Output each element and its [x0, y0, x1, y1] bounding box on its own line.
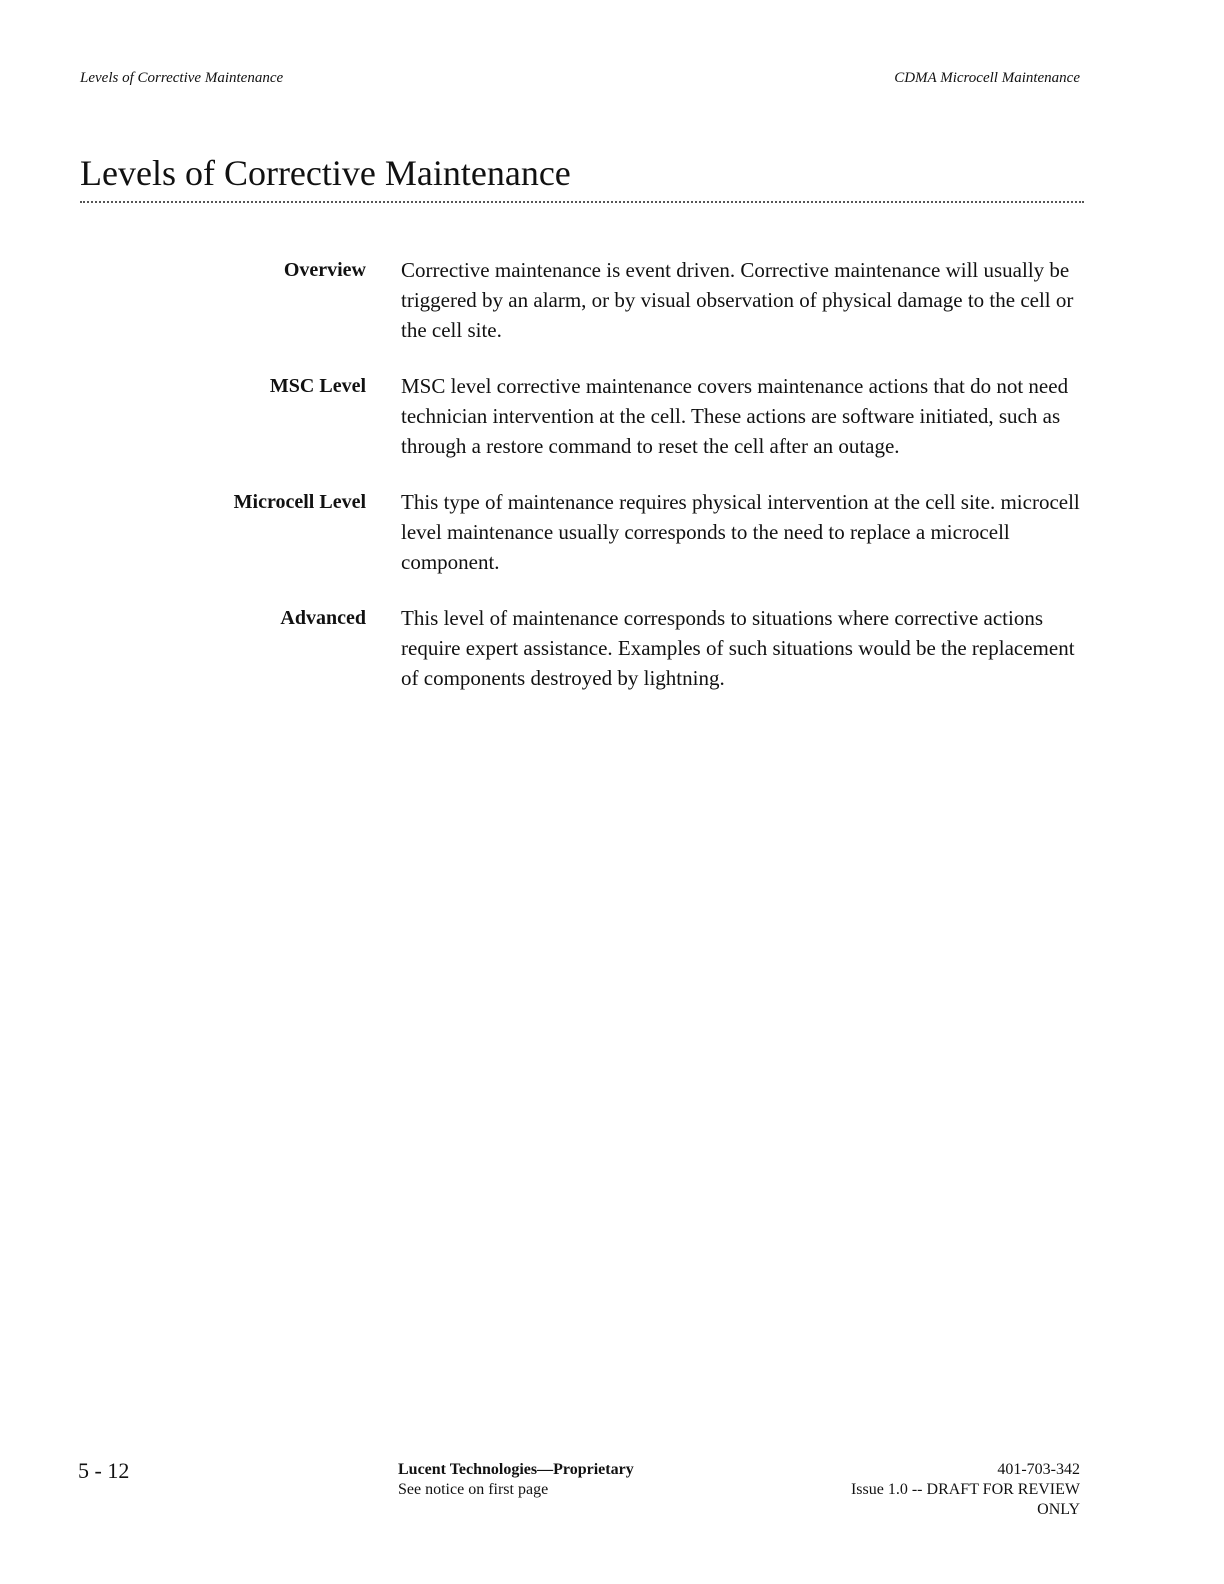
section-advanced [0, 603, 1224, 693]
footer-company: Lucent Technologies—Proprietary [398, 1461, 634, 1478]
running-header-left: Levels of Corrective Maintenance [80, 70, 284, 86]
section-body: MSC level corrective maintenance covers maintenance actions that do not need technician intervention at the cell. These actions are software initiated, such as through a restore command to reset the cell after an outage. [401, 374, 1069, 458]
section-label: Overview [283, 259, 366, 281]
section-msc-level [0, 371, 1224, 461]
footer-center [398, 1460, 634, 1500]
section-body: This type of maintenance requires physical intervention at the cell site. microcell level maintenance usually corresponds to the need to replace a microcell component. [401, 490, 1080, 574]
footer-notice: See notice on first page [398, 1481, 549, 1498]
running-header-right: CDMA Microcell Maintenance [894, 70, 1080, 86]
section-microcell-level [0, 487, 1224, 577]
footer-right [851, 1460, 1080, 1520]
section-body: This level of maintenance corresponds to situations where corrective actions require expert assistance. Examples of such situations would be the replacement of components destroyed by lightning. [401, 606, 1075, 690]
section-label: Microcell Level [233, 491, 366, 513]
footer-doc-number: 401-703-342 [997, 1461, 1080, 1478]
page-title: Levels of Corrective Maintenance [80, 153, 571, 193]
sections [0, 255, 1224, 719]
section-overview [0, 255, 1224, 345]
footer-issue-cont: ONLY [1037, 1501, 1080, 1518]
section-label: Advanced [280, 607, 366, 629]
section-label: MSC Level [269, 375, 366, 397]
page-number: 5 - 12 [78, 1458, 130, 1483]
title-divider [80, 201, 1084, 203]
footer-issue: Issue 1.0 -- DRAFT FOR REVIEW [850, 1481, 1080, 1498]
section-body: Corrective maintenance is event driven. Corrective maintenance will usually be triggered by an alarm, or by visual observation of physical damage to the cell or the cell site. [401, 258, 1074, 342]
